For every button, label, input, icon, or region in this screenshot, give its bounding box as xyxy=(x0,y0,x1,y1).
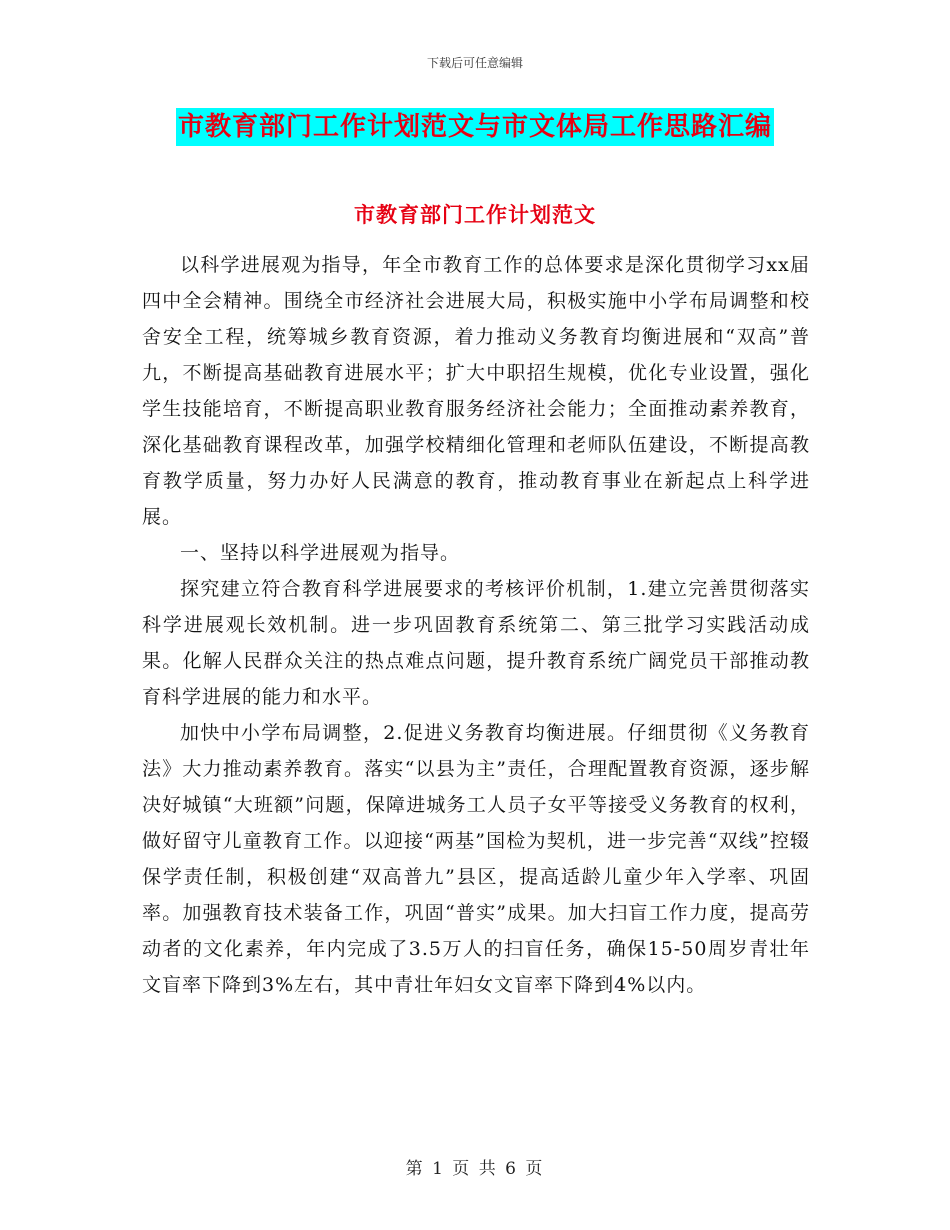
body-paragraph: 加快中小学布局调整，2.促进义务教育均衡进展。仔细贯彻《义务教育法》大力推动素养教育。落实“以县为主”责任，合理配置教育资源，逐步解决好城镇“大班额”问题，保障进城务工人员子女平等接受义务教育的权利，做好留守儿童教育工作。以迎接“两基”国检为契机，进一步完善“双线”控辍保学责任制，积极创建“双高普九”县区，提高适龄儿童少年入学率、巩固率。加强教育技术装备工作，巩固“普实”成果。加大扫盲工作力度，提高劳动者的文化素养，年内完成了3.5万人的扫盲任务，确保15-50周岁青壮年文盲率下降到3%左右，其中青壮年妇女文盲率下降到4%以内。 xyxy=(142,722,810,996)
header-note: 下载后可任意编辑 xyxy=(426,56,523,70)
document-title: 市教育部门工作计划范文与市文体局工作思路汇编 xyxy=(176,108,774,146)
document-body xyxy=(142,247,810,1003)
section-heading-paragraph: 一、坚持以科学进展观为指导。 xyxy=(180,542,461,564)
document-title-container xyxy=(0,108,950,146)
page-footer: 第 1 页 共 6 页 xyxy=(405,1159,545,1179)
body-paragraph: 探究建立符合教育科学进展要求的考核评价机制，1.建立完善贯彻落实科学进展观长效机制。进一步巩固教育系统第二、第三批学习实践活动成果。化解人民群众关注的热点难点问题，提升教育系统广阔党员干部推动教育科学进展的能力和水平。 xyxy=(142,578,810,708)
body-paragraph: 以科学进展观为指导，年全市教育工作的总体要求是深化贯彻学习xx届四中全会精神。围绕全市经济社会进展大局，积极实施中小学布局调整和校舍安全工程，统筹城乡教育资源，着力推动义务教育均衡进展和“双高”普九，不断提高基础教育进展水平；扩大中职招生规模，优化专业设置，强化学生技能培育，不断提高职业教育服务经济社会能力；全面推动素养教育，深化基础教育课程改革，加强学校精细化管理和老师队伍建设，不断提高教育教学质量，努力办好人民满意的教育，推动教育事业在新起点上科学进展。 xyxy=(142,254,810,528)
section-title: 市教育部门工作计划范文 xyxy=(354,202,596,227)
